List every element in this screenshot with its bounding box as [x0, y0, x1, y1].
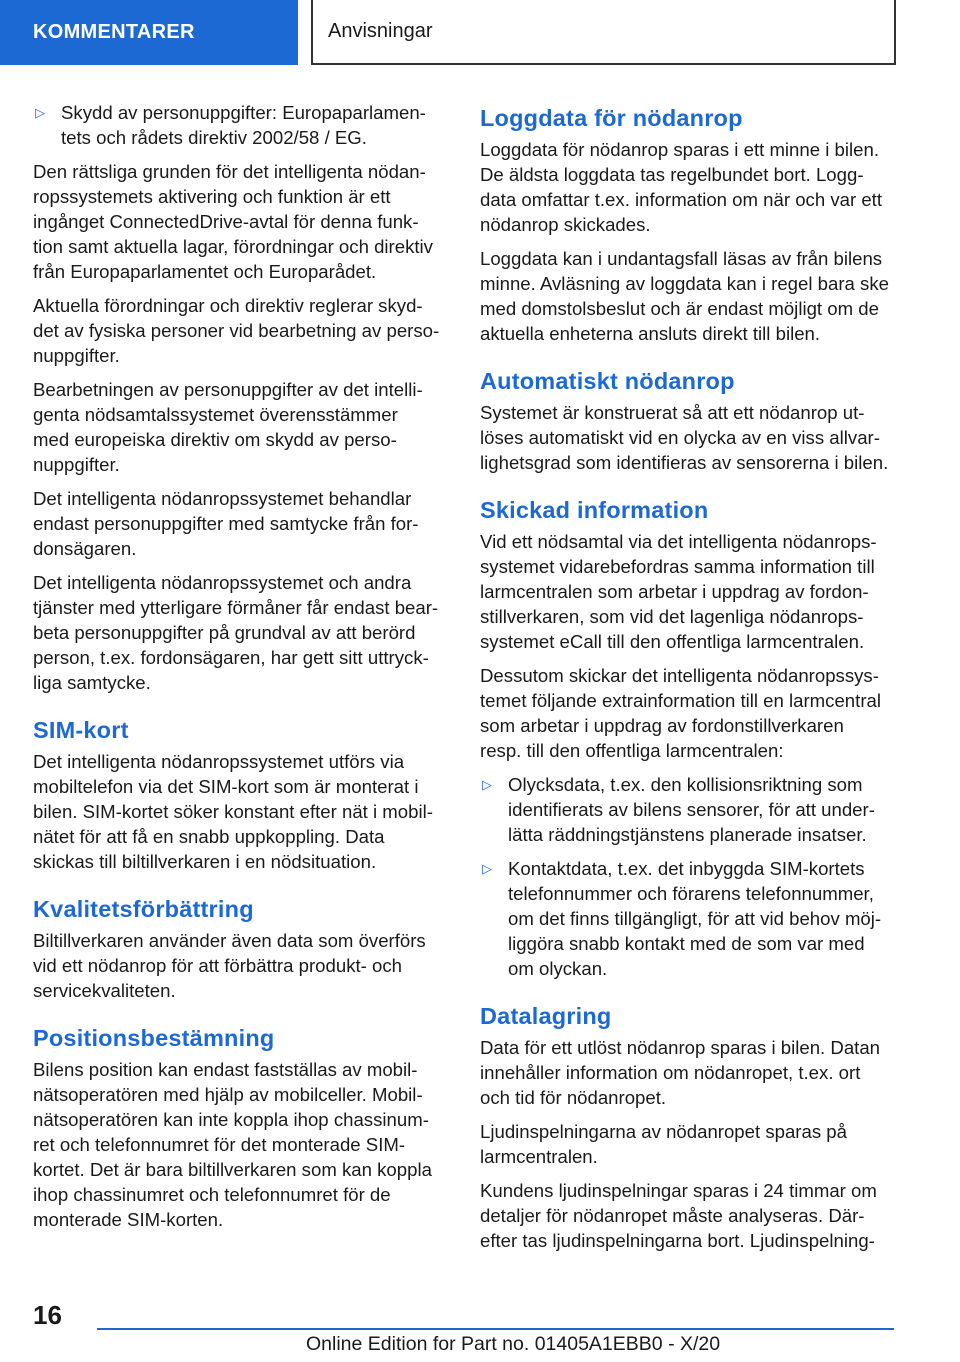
- list-item-text: Skydd av personuppgifter: Europaparlamen- tets och rådets direktiv 2002/58 / EG.: [61, 102, 426, 148]
- section-title: KOMMENTARER: [33, 21, 195, 43]
- paragraph: Den rättsliga grunden för det intelligenta nödan- ropssystemets aktivering och funktion är ett ingånget ConnectedDrive-avtal för denna funk- tion samt aktuella lagar, förordningar och direktiv från Europaparlamentet och Europarådet.: [33, 161, 433, 282]
- heading-log-data: Loggdata för nödanrop: [480, 105, 743, 131]
- heading-positioning: Positionsbestämning: [33, 1025, 275, 1051]
- paragraph: Loggdata kan i undantagsfall läsas av från bilens minne. Avläsning av loggdata kan i regel bara ske med domstolsbeslut och är endast möjligt om de aktuella enheterna ansluts direkt till bilen.: [480, 248, 889, 344]
- heading-automatic-call: Automatiskt nödanrop: [480, 368, 735, 394]
- paragraph: Bilens position kan endast fastställas av mobil- nätsoperatören med hjälp av mobilceller. Mobil- nätsoperatören kan inte koppla ihop chassinum- ret och telefonnumret för det monterade SIM- kortet. Det är bara biltillverkaren som kan koppla ihop chassinumret och telefonnumret för de monterade SIM-korten.: [33, 1059, 432, 1230]
- page-number: 16: [33, 1300, 62, 1330]
- heading-quality: Kvalitetsförbättring: [33, 896, 254, 922]
- paragraph: Kundens ljudinspelningar sparas i 24 timmar om detaljer för nödanropet måste analyseras. Där- efter tas ljudinspelningarna bort. Ljudinspelning-: [480, 1180, 877, 1251]
- section-tab: [0, 0, 298, 65]
- heading-sent-information: Skickad information: [480, 497, 709, 523]
- paragraph: Det intelligenta nödanropssystemet behandlar endast personuppgifter med samtycke från for- donsägaren.: [33, 488, 419, 559]
- bullet-arrow-icon: ▷: [35, 105, 45, 120]
- list-item: [480, 856, 898, 981]
- right-column: [480, 100, 898, 1262]
- paragraph: Systemet är konstruerat så att ett nödanrop ut- löses automatiskt vid en olycka av en viss allvar- lighetsgrad som identifieras av sensorerna i bilen.: [480, 402, 889, 473]
- list-item: [33, 100, 451, 150]
- paragraph: Aktuella förordningar och direktiv reglerar skyd- det av fysiska personer vid bearbetning av perso- nuppgifter.: [33, 295, 440, 366]
- paragraph: Dessutom skickar det intelligenta nödanropssys- temet följande extrainformation till en larmcentral som arbetar i uppdrag av fordonstillverkaren resp. till den offentliga larmcentralen:: [480, 665, 881, 761]
- paragraph: Bearbetningen av personuppgifter av det intelli- genta nödsamtalssystemet överensstämmer med europeiska direktiv om skydd av perso- nuppgifter.: [33, 379, 423, 475]
- bullet-arrow-icon: ▷: [482, 861, 492, 876]
- list-item-text: Olycksdata, t.ex. den kollisionsriktning som identifierats av bilens sensorer, för att under- lätta räddningstjänstens planerade insatser.: [508, 774, 875, 845]
- paragraph: Det intelligenta nödanropssystemet utförs via mobiltelefon via det SIM-kort som är monterat i bilen. SIM-kortet söker konstant efter nät i mobil- nätet för att få en snabb uppkoppling. Data skickas till biltillverkaren i en nödsituation.: [33, 751, 433, 872]
- bullet-arrow-icon: ▷: [482, 777, 492, 792]
- paragraph: Biltillverkaren använder även data som överförs vid ett nödanrop för att förbättra produkt- och servicekvaliteten.: [33, 930, 426, 1001]
- paragraph: Loggdata för nödanrop sparas i ett minne i bilen. De äldsta loggdata tas regelbundet bort. Logg- data omfattar t.ex. information om när och var ett nödanrop skickades.: [480, 139, 883, 235]
- list-item: [480, 772, 898, 847]
- subsection-title: Anvisningar: [328, 20, 433, 42]
- left-column: [33, 100, 451, 1241]
- heading-sim-card: SIM-kort: [33, 717, 129, 743]
- subsection-box: [311, 0, 896, 65]
- paragraph: Ljudinspelningarna av nödanropet sparas på larmcentralen.: [480, 1121, 847, 1167]
- paragraph: Det intelligenta nödanropssystemet och andra tjänster med ytterligare förmåner får endast bear- beta personuppgifter på grundval av att berörd person, t.ex. fordonsägaren, har gett sitt uttryck- liga samtycke.: [33, 572, 439, 693]
- footer-divider: [97, 1328, 894, 1330]
- footer-edition: Online Edition for Part no. 01405A1EBB0 - X/20: [306, 1333, 721, 1355]
- heading-data-storage: Datalagring: [480, 1003, 612, 1029]
- paragraph: Vid ett nödsamtal via det intelligenta nödanrops- systemet vidarebefordras samma information till larmcentralen som arbetar i uppdrag av fordon- stillverkaren, som vid det lagenliga nödanrops- systemet eCall till den offentliga larmcentralen.: [480, 531, 877, 652]
- list-item-text: Kontaktdata, t.ex. det inbyggda SIM-kortets telefonnummer och förarens telefonnummer, om det finns tillgängligt, för att vid behov möj- liggöra snabb kontakt med de som var med om olyckan.: [508, 858, 882, 979]
- paragraph: Data för ett utlöst nödanrop sparas i bilen. Datan innehåller information om nödanropet, t.ex. ort och tid för nödanropet.: [480, 1037, 881, 1108]
